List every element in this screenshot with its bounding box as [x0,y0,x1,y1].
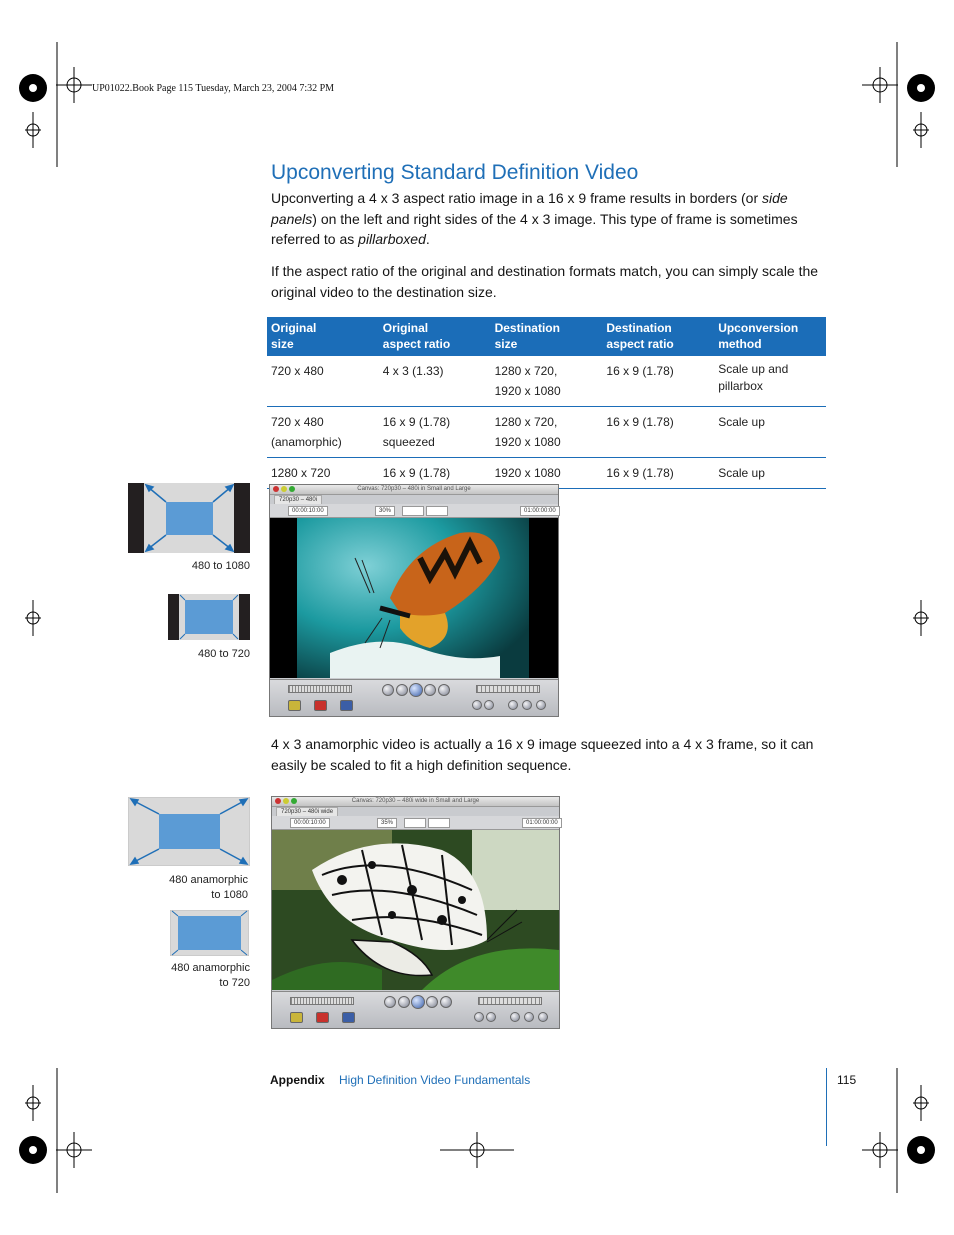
butterfly-image [270,518,558,678]
shuttle-slider[interactable] [288,685,352,693]
jog-control[interactable] [476,685,540,693]
caption-480-to-1080: 480 to 1080 [191,560,250,572]
video-frame-paper-kite [272,830,559,990]
diagram-anamorphic-to-1080 [128,797,250,866]
prev-edit-button[interactable] [382,684,394,696]
play-in-out-button[interactable] [398,996,410,1008]
match-frame-button[interactable] [536,700,546,710]
table-cell: Scale up and pillarbox [714,356,826,407]
play-in-out-button[interactable] [396,684,408,696]
window-title-bar [272,797,559,807]
col-header: Destination aspect ratio [602,317,714,356]
table-header-row [267,317,826,356]
table-cell: 1280 x 720 [267,458,379,489]
add-keyframe-button[interactable] [522,700,532,710]
table-row [267,407,826,458]
diagram-480-to-1080 [128,483,250,553]
table-cell: 16 x 9 (1.78) squeezed [379,407,491,458]
table-cell: 16 x 9 (1.78) [379,458,491,489]
table-cell: Scale up [714,407,826,458]
minimize-icon [281,486,287,492]
canvas-window-anamorphic [271,796,560,1029]
view-popup [404,818,426,828]
col-header: Original aspect ratio [379,317,491,356]
zoom-icon [289,486,295,492]
footer-divider [826,1068,827,1146]
sequence-tab: 720p30 – 480i [274,495,322,505]
add-keyframe-button[interactable] [524,1012,534,1022]
overlay-popup [426,506,448,516]
diagram-anamorphic-to-720 [170,910,249,956]
table-row [267,356,826,407]
prev-edit-button[interactable] [384,996,396,1008]
table-cell: 1920 x 1080 [491,458,603,489]
table-cell: 16 x 9 (1.78) [602,407,714,458]
play-button[interactable] [411,995,425,1009]
window-title: Canvas: 720p30 – 480i wide in Small and Large [351,798,480,804]
transport-controls [272,991,559,1028]
mark-out-button[interactable] [486,1012,496,1022]
mark-out-button[interactable] [484,700,494,710]
table-cell: 720 x 480 (anamorphic) [267,407,379,458]
diagram-480-to-720 [168,594,250,640]
view-popup [402,506,424,516]
sequence-tab: 720p30 – 480i wide [276,807,338,817]
page-number: 115 [837,1073,857,1087]
table-cell: 720 x 480 [267,356,379,407]
butterfly-image [272,830,559,990]
table-cell: 16 x 9 (1.78) [602,356,714,407]
caption-anamorphic-to-720: 480 anamorphic to 720 [171,962,250,989]
caption-480-to-720: 480 to 720 [198,648,250,660]
window-title-bar [270,485,558,495]
jog-control[interactable] [478,997,542,1005]
play-button[interactable] [409,683,423,697]
canvas-window-720p [269,484,559,717]
scale-paragraph: If the aspect ratio of the original and destination formats match, you can simply scale the original video to the destination size. [271,263,819,300]
caption-anamorphic-to-1080: 480 anamorphic to 1080 [169,874,248,901]
overlay-popup [428,818,450,828]
insert-edit-button[interactable] [290,1012,303,1023]
mark-in-button[interactable] [474,1012,484,1022]
shuttle-slider[interactable] [290,997,354,1005]
add-marker-button[interactable] [508,700,518,710]
overwrite-edit-button[interactable] [316,1012,329,1023]
insert-edit-button[interactable] [288,700,301,711]
zoom-icon [291,798,297,804]
col-header: Original size [267,317,379,356]
next-edit-button[interactable] [438,684,450,696]
footer-appendix-label: Appendix [270,1073,325,1087]
replace-edit-button[interactable] [340,700,353,711]
zoom-popup: 35% [377,818,397,828]
table-cell: 1280 x 720, 1920 x 1080 [491,356,603,407]
play-around-button[interactable] [424,684,436,696]
replace-edit-button[interactable] [342,1012,355,1023]
table-cell: 1280 x 720, 1920 x 1080 [491,407,603,458]
current-timecode: 00:00:10:00 [288,506,328,516]
duration-timecode: 01:00:00:00 [520,506,560,516]
anamorphic-paragraph: 4 x 3 anamorphic video is actually a 16 x 9 image squeezed into a 4 x 3 frame, so it can easily be scaled to fit a high definition sequence. [271,736,814,773]
video-frame-monarch [270,518,558,678]
play-around-button[interactable] [426,996,438,1008]
current-timecode: 00:00:10:00 [290,818,330,828]
close-icon [273,486,279,492]
intro-paragraph: Upconverting a 4 x 3 aspect ratio image in a 16 x 9 frame results in borders (or side panels) on the left and right sides of the 4 x 3 image. This type of frame is sometimes referred to as pillarboxed. [271,190,798,247]
match-frame-button[interactable] [538,1012,548,1022]
col-header: Upconversion method [714,317,826,356]
add-marker-button[interactable] [510,1012,520,1022]
table-cell: Scale up [714,458,826,489]
next-edit-button[interactable] [440,996,452,1008]
table-cell: 16 x 9 (1.78) [602,458,714,489]
book-slug: UP01022.Book Page 115 Tuesday, March 23, 2004 7:32 PM [92,83,335,94]
footer-chapter-title: High Definition Video Fundamentals [339,1073,531,1087]
section-heading: Upconverting Standard Definition Video [271,161,639,184]
duration-timecode: 01:00:00:00 [522,818,562,828]
table-cell: 4 x 3 (1.33) [379,356,491,407]
window-title: Canvas: 720p30 – 480i in Small and Large [357,486,471,492]
transport-controls [270,679,558,716]
zoom-popup: 30% [375,506,395,516]
overwrite-edit-button[interactable] [314,700,327,711]
canvas-toolbar [272,816,559,830]
mark-in-button[interactable] [472,700,482,710]
canvas-toolbar [270,504,558,518]
col-header: Destination size [491,317,603,356]
minimize-icon [283,798,289,804]
close-icon [275,798,281,804]
upconversion-table [267,317,826,489]
